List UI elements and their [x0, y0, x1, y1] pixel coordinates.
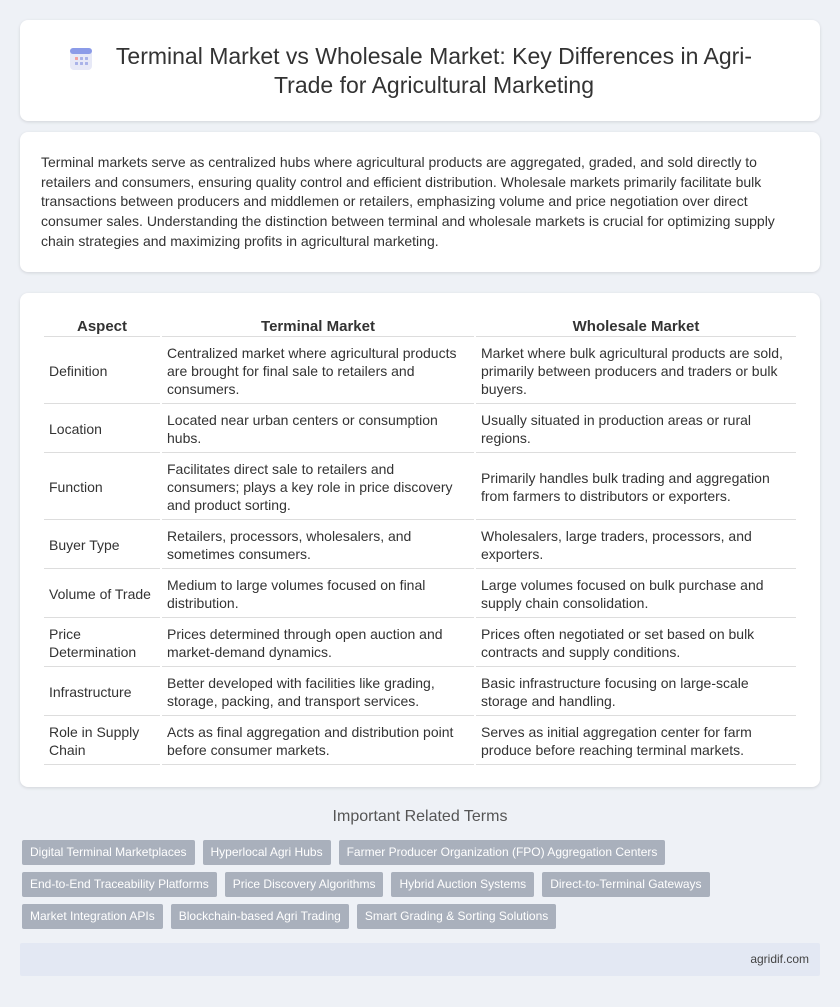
page-title: Terminal Market vs Wholesale Market: Key Differences in Agri-Trade for Agricultural Marketing	[115, 42, 753, 98]
terminal-cell: Retailers, processors, wholesalers, and sometimes consumers.	[162, 522, 474, 569]
header-card	[20, 20, 820, 121]
table-row	[44, 669, 796, 716]
table-row	[44, 522, 796, 569]
aspect-cell: Role in Supply Chain	[44, 718, 160, 765]
aspect-cell: Price Determination	[44, 620, 160, 667]
terminal-cell: Located near urban centers or consumption hubs.	[162, 406, 474, 453]
wholesale-cell: Basic infrastructure focusing on large-scale storage and handling.	[476, 669, 796, 716]
terminal-cell: Medium to large volumes focused on final distribution.	[162, 571, 474, 618]
related-terms-list	[22, 840, 812, 936]
terminal-cell: Facilitates direct sale to retailers and consumers; plays a key role in price discovery and product sorting.	[162, 455, 474, 520]
table-row	[44, 571, 796, 618]
terminal-cell: Prices determined through open auction and market-demand dynamics.	[162, 620, 474, 667]
wholesale-cell: Large volumes focused on bulk purchase and supply chain consolidation.	[476, 571, 796, 618]
aspect-cell: Infrastructure	[44, 669, 160, 716]
comparison-card	[20, 293, 820, 787]
related-term-tag[interactable]: Market Integration APIs	[22, 904, 163, 929]
related-terms-title: Important Related Terms	[332, 808, 508, 825]
footer	[20, 943, 820, 976]
terminal-cell: Better developed with facilities like grading, storage, packing, and transport services.	[162, 669, 474, 716]
table-row	[44, 620, 796, 667]
related-term-tag[interactable]: Hybrid Auction Systems	[391, 872, 534, 897]
aspect-cell: Definition	[44, 339, 160, 404]
comparison-table	[42, 315, 798, 767]
terminal-cell: Acts as final aggregation and distribution point before consumer markets.	[162, 718, 474, 765]
header-wholesale-market: Wholesale Market	[476, 317, 796, 337]
wholesale-cell: Wholesalers, large traders, processors, and exporters.	[476, 522, 796, 569]
intro-paragraph: Terminal markets serve as centralized hubs where agricultural products are aggregated, graded, and sold directly to retailers and consumers, ensuring quality control and efficient distribution. Wholesale markets primarily facilitate bulk transactions between producers and middlemen or retailers, emphasizing volume and price negotiation over direct consumer sales. Understanding the distinction between terminal and wholesale markets is crucial for optimizing supply chain strategies and maximizing profits in agricultural marketing.	[41, 154, 775, 249]
table-row	[44, 406, 796, 453]
aspect-cell: Volume of Trade	[44, 571, 160, 618]
table-row	[44, 455, 796, 520]
related-term-tag[interactable]: Blockchain-based Agri Trading	[171, 904, 349, 929]
wholesale-cell: Usually situated in production areas or rural regions.	[476, 406, 796, 453]
related-term-tag[interactable]: Smart Grading & Sorting Solutions	[357, 904, 556, 929]
wholesale-cell: Serves as initial aggregation center for farm produce before reaching terminal markets.	[476, 718, 796, 765]
footer-site-link[interactable]: agridif.com	[750, 952, 809, 966]
intro-card	[20, 132, 820, 272]
aspect-cell: Function	[44, 455, 160, 520]
related-term-tag[interactable]: Direct-to-Terminal Gateways	[542, 872, 709, 897]
header-terminal-market: Terminal Market	[162, 317, 474, 337]
wholesale-cell: Primarily handles bulk trading and aggregation from farmers to distributors or exporters.	[476, 455, 796, 520]
related-term-tag[interactable]: Price Discovery Algorithms	[225, 872, 384, 897]
wholesale-cell: Prices often negotiated or set based on bulk contracts and supply conditions.	[476, 620, 796, 667]
wholesale-cell: Market where bulk agricultural products are sold, primarily between producers and traders or bulk buyers.	[476, 339, 796, 404]
table-row	[44, 718, 796, 765]
related-term-tag[interactable]: End-to-End Traceability Platforms	[22, 872, 217, 897]
terminal-cell: Centralized market where agricultural products are brought for final sale to retailers and consumers.	[162, 339, 474, 404]
aspect-cell: Buyer Type	[44, 522, 160, 569]
table-row	[44, 339, 796, 404]
related-term-tag[interactable]: Digital Terminal Marketplaces	[22, 840, 195, 865]
related-term-tag[interactable]: Farmer Producer Organization (FPO) Aggregation Centers	[339, 840, 666, 865]
header-aspect: Aspect	[44, 317, 160, 337]
aspect-cell: Location	[44, 406, 160, 453]
table-header-row	[44, 317, 796, 337]
related-term-tag[interactable]: Hyperlocal Agri Hubs	[203, 840, 331, 865]
